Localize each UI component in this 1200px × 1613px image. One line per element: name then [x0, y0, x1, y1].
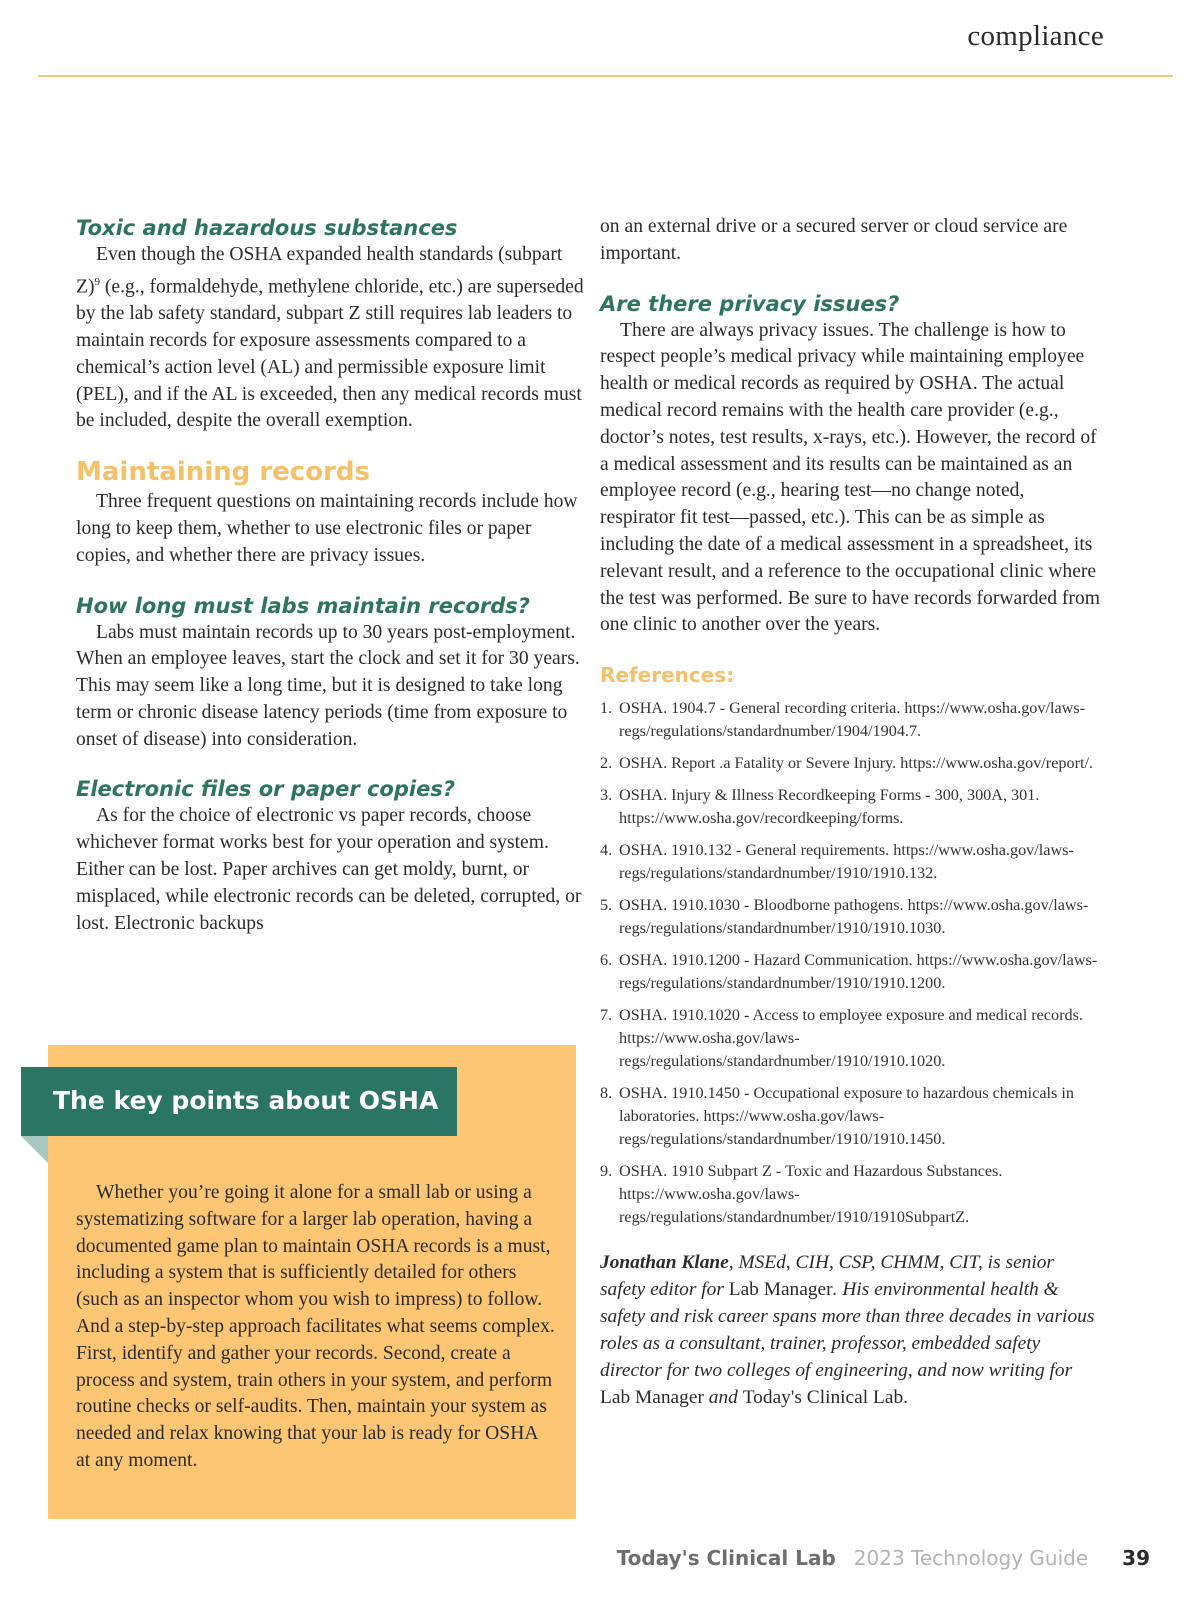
reference-text: OSHA. 1910.1450 - Occupational exposure to hazardous chemicals in laboratories. https://www.osha.gov/laws-regs/regulations/standardnumber/1910/1910.1450.	[619, 1084, 1074, 1149]
left-column	[76, 214, 586, 937]
author-bio	[600, 1249, 1100, 1411]
reference-text: OSHA. 1910.1030 - Bloodborne pathogens. https://www.osha.gov/laws-regs/regulations/standardnumber/1910/1910.1030.	[619, 896, 1089, 938]
bio-publication: Today's Clinical Lab	[742, 1387, 904, 1409]
reference-item	[600, 949, 1100, 995]
reference-number: 9.	[600, 1162, 613, 1181]
how-long-body: Labs must maintain records up to 30 years post-employment. When an employee leaves, start the clock and set it for 30 years. This may seem like a long time, but it is designed to take long term or chronic disease latency periods (time from exposure to onset of disease) into consideration.	[76, 621, 580, 750]
reference-text: OSHA. 1904.7 - General recording criteria. https://www.osha.gov/laws-regs/regulations/standardnumber/1904/1904.7.	[619, 699, 1086, 741]
reference-text: OSHA. 1910.1020 - Access to employee exposure and medical records. https://www.osha.gov/laws-regs/regulations/standardnumber/1910/1910.1020.	[619, 1006, 1083, 1071]
toxic-body-part2: (e.g., formaldehyde, methylene chloride, etc.) are superseded by the lab safety standard, subpart Z still requires lab leaders to maintain records for exposure assessments compared to a chemical’s action level (AL) and permissible exposure limit (PEL), and if the AL is exceeded, then any medical records must be included, despite the overall exemption.	[76, 276, 584, 432]
section-header-word: compliance	[967, 20, 1104, 52]
bio-part3: and	[703, 1387, 743, 1409]
reference-text: OSHA. Injury & Illness Recordkeeping Forms - 300, 300A, 301. https://www.osha.gov/recordkeeping/forms.	[619, 786, 1040, 828]
footnote-marker: 9	[94, 275, 100, 288]
author-name: Jonathan Klane	[600, 1252, 729, 1274]
key-points-tab-fold	[21, 1136, 48, 1163]
reference-text: OSHA. 1910.1200 - Hazard Communication. https://www.osha.gov/laws-regs/regulations/standardnumber/1910/1910.1200.	[619, 951, 1098, 993]
reference-item	[600, 1004, 1100, 1073]
bio-publication: Lab Manager	[600, 1387, 704, 1409]
bio-part4: .	[903, 1387, 909, 1409]
reference-item	[600, 697, 1100, 743]
reference-number: 7.	[600, 1006, 613, 1025]
references-list	[600, 697, 1100, 1229]
maintaining-records-body: Three frequent questions on maintaining records include how long to keep them, whether to use electronic files or paper copies, and whether there are privacy issues.	[76, 491, 578, 566]
privacy-body: There are always privacy issues. The challenge is how to respect people’s medical privacy while maintaining employee health or medical records as required by OSHA. The actual medical record remains with the health care provider (e.g., doctor’s notes, test results, x-rays, etc.). However, the record of a medical assessment and its results can be maintained as an employee record (e.g., hearing test—no change noted, respirator fit test—passed, etc.). This can be as simple as including the date of a medical assessment in a spreadsheet, its relevant result, and a reference to the occupational clinic where the test was performed. Be sure to have records forwarded from one clinic to another over the years.	[600, 319, 1100, 636]
references-heading: References:	[600, 663, 735, 688]
electronic-files-heading: Electronic files or paper copies?	[76, 777, 456, 802]
bio-publication: Lab Manager	[728, 1279, 833, 1301]
reference-text: OSHA. 1910 Subpart Z - Toxic and Hazardous Substances. https://www.osha.gov/laws-regs/regulations/standardnumber/1910/1910SubpartZ.	[619, 1162, 1003, 1227]
reference-number: 5.	[600, 896, 613, 915]
electronic-files-body: As for the choice of electronic vs paper records, choose whichever format works best for your operation and system. Either can be lost. Paper archives can get moldy, burnt, or misplaced, while electronic records can be deleted, corrupted, or lost. Electronic backups	[76, 805, 582, 934]
reference-number: 2.	[600, 754, 613, 773]
reference-number: 8.	[600, 1084, 613, 1103]
toxic-body-part1: Even though the OSHA expanded health standards (subpart Z)	[76, 244, 563, 298]
footer-brand: Today's Clinical Lab	[616, 1546, 836, 1570]
reference-number: 3.	[600, 786, 613, 805]
reference-item	[600, 784, 1100, 830]
page-footer	[617, 1546, 1150, 1580]
reference-number: 4.	[600, 841, 613, 860]
footer-guide-title: 2023 Technology Guide	[853, 1546, 1089, 1570]
page-number: 39	[1122, 1546, 1150, 1570]
privacy-heading: Are there privacy issues?	[600, 291, 900, 316]
bio-part1: , MSEd, CIH, CSP, CHMM, CIT, is senior safety editor for	[600, 1252, 1054, 1301]
reference-text: OSHA. 1910.132 - General requirements. https://www.osha.gov/laws-regs/regulations/standardnumber/1910/1910.132.	[619, 841, 1074, 883]
reference-text: OSHA. Report .a Fatality or Severe Injury. https://www.osha.gov/report/.	[619, 754, 1094, 773]
header-divider	[38, 75, 1173, 77]
how-long-heading: How long must labs maintain records?	[76, 593, 530, 618]
reference-item	[600, 839, 1100, 885]
maintaining-records-heading: Maintaining records	[76, 457, 370, 488]
key-points-title: The key points about OSHA	[53, 1086, 439, 1115]
reference-number: 1.	[600, 699, 613, 718]
reference-item	[600, 1160, 1100, 1229]
reference-item	[600, 894, 1100, 940]
continuation-text: on an external drive or a secured server or cloud service are important.	[600, 216, 1068, 264]
bio-part2: . His environmental health & safety and risk career spans more than three decades in various roles as a consultant, trainer, professor, embedded safety director for two colleges of engineering, and now writing for	[600, 1279, 1095, 1382]
reference-item	[600, 1082, 1100, 1151]
right-column	[600, 214, 1100, 1431]
key-points-body: Whether you’re going it alone for a small lab or using a systematizing software for a larger lab operation, having a documented game plan to maintain OSHA records is a must, including a system that is sufficiently detailed for others (such as an inspector whom you wish to impress) to follow. And a step-by-step approach facilitates what seems complex. First, identify and gather your records. Second, create a process and system, train others in your system, and perform routine checks or self-audits. Then, maintain your system as needed and relax knowing that your lab is ready for OSHA at any moment.	[76, 1182, 555, 1471]
reference-number: 6.	[600, 951, 613, 970]
reference-item	[600, 752, 1100, 775]
toxic-substances-heading: Toxic and hazardous substances	[76, 216, 458, 240]
toxic-substances-body	[76, 242, 586, 435]
